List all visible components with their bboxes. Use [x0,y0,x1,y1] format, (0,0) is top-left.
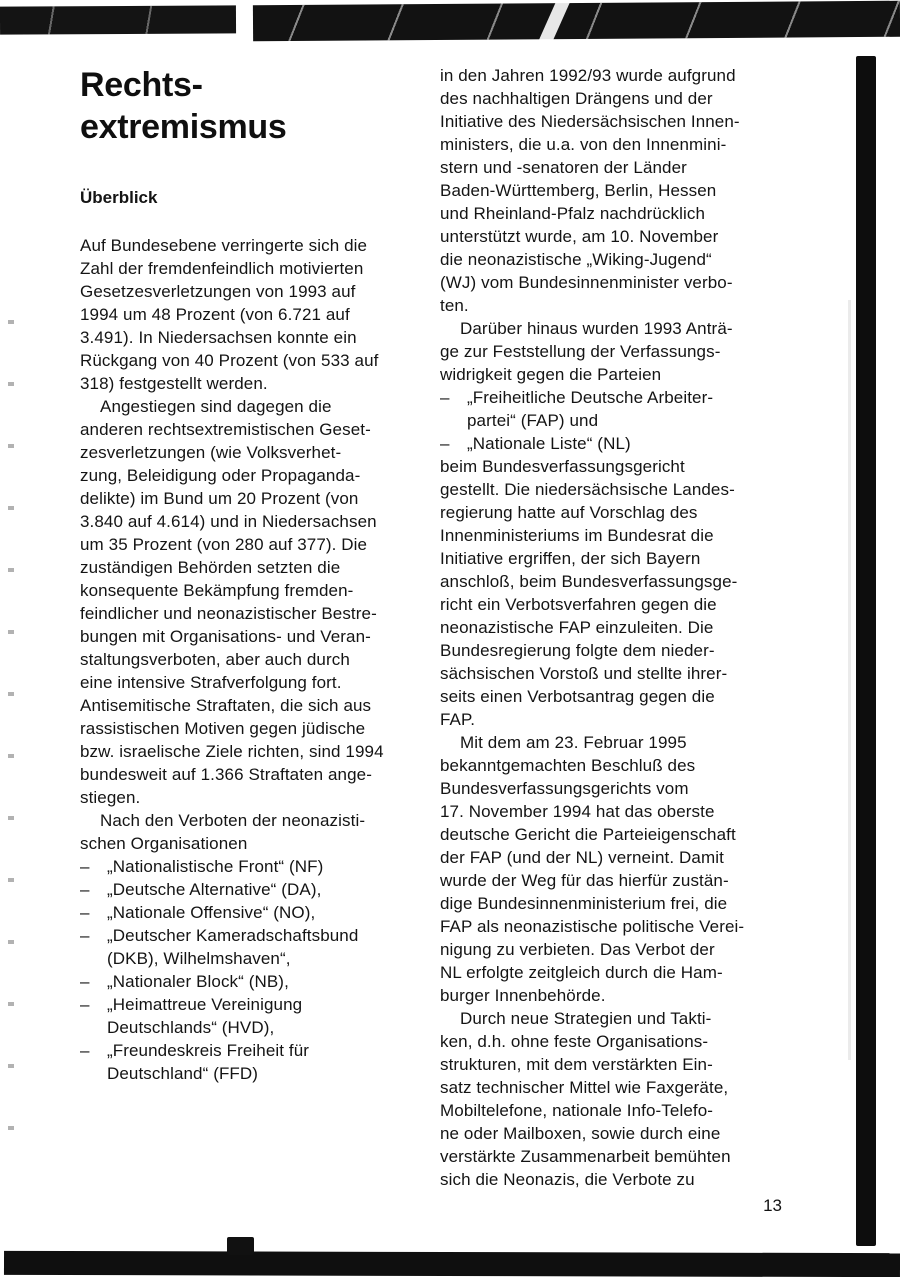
text-line: ge zur Feststellung der Verfassungs- [440,342,721,361]
text-line: eine intensive Strafverfolgung fort. [80,673,342,692]
text-line: wurde der Weg für das hierfür zustän- [440,871,729,890]
list-dash: – [80,1041,90,1060]
list-item [80,970,432,993]
list-item-text [107,1039,432,1085]
text-line: Deutschlands“ (HVD), [107,1018,275,1037]
text-line: stern und -senatoren der Länder [440,158,687,177]
right-column [440,64,796,1191]
paragraph [440,731,796,1007]
text-line: „Deutscher Kameradschaftsbund [107,926,359,945]
page-title-line: extremismus [80,108,287,146]
text-line: konsequente Bekämpfung fremden- [80,581,354,600]
text-line: beim Bundesverfassungsgericht [440,457,685,476]
list-item [80,993,432,1039]
text-line: seits einen Verbotsantrag gegen die [440,687,715,706]
text-line: feindlicher und neonazistischer Bestre- [80,604,377,623]
list-dash: – [80,857,90,876]
list-item [80,901,432,924]
list-item-text [107,970,432,993]
list-dash: – [440,434,450,453]
text-line: ne oder Mailboxen, sowie durch eine [440,1124,721,1143]
paragraph [440,317,796,386]
text-line: richt ein Verbotsverfahren gegen die [440,595,717,614]
list-item [80,1039,432,1085]
text-line: „Nationale Offensive“ (NO), [107,903,316,922]
text-line: Zahl der fremdenfeindlich motivierten [80,259,364,278]
list-item-text [107,993,432,1039]
page-title [80,64,432,148]
text-line: (DKB), Wilhelmshaven“, [107,949,291,968]
text-line: in den Jahren 1992/93 wurde aufgrund [440,66,736,85]
text-line: Deutschland“ (FFD) [107,1064,259,1083]
section-subheading: Überblick [80,188,158,207]
list-item-text [107,901,432,924]
list-item-text [107,878,432,901]
list-dash: – [80,926,90,945]
text-line: neonazistische FAP einzuleiten. Die [440,618,714,637]
text-line: Mit dem am 23. Februar 1995 [460,733,687,752]
text-line: burger Innenbehörde. [440,986,606,1005]
text-line: Durch neue Strategien und Takti- [460,1009,712,1028]
right-column-body [440,64,796,1191]
text-line: bekanntgemachten Beschluß des [440,756,696,775]
text-line: dige Bundesinnenministerium frei, die [440,894,728,913]
text-line: 3.840 auf 4.614) und in Niedersachsen [80,512,377,531]
list-dash: – [440,388,450,407]
text-line: Antisemitische Straftaten, die sich aus [80,696,372,715]
list-item-text [107,924,432,970]
text-line: Mobiltelefone, nationale Info-Telefo- [440,1101,714,1120]
text-line: „Freundeskreis Freiheit für [107,1041,310,1060]
text-line: Bundesverfassungsgerichts vom [440,779,689,798]
text-line: Angestiegen sind dagegen die [100,397,332,416]
text-line: Auf Bundesebene verringerte sich die [80,236,368,255]
text-line: die neonazistische „Wiking-Jugend“ [440,250,712,269]
text-line: anderen rechtsextremistischen Geset- [80,420,371,439]
text-line: stiegen. [80,788,141,807]
paragraph [440,64,796,317]
list-item [80,855,432,878]
page-title-line: Rechts- [80,66,203,104]
text-line: des nachhaltigen Drängens und der [440,89,713,108]
page-number: 13 [763,1196,782,1215]
list-dash: – [80,880,90,899]
text-line: Innenministeriums im Bundesrat die [440,526,714,545]
text-line: widrigkeit gegen die Parteien [440,365,662,384]
scan-artifact-right-shadow [848,300,851,1060]
text-line: ten. [440,296,469,315]
text-line: sächsischen Vorstoß und stellte ihrer- [440,664,728,683]
text-line: verstärkte Zusammenarbeit bemühten [440,1147,731,1166]
scan-artifact-bottom-blob [227,1237,254,1255]
paragraph [80,809,432,855]
text-line: „Heimattreue Vereinigung [107,995,303,1014]
paragraph [80,395,432,809]
paragraph [80,234,432,395]
text-line: bungen mit Organisations- und Veran- [80,627,371,646]
text-line: FAP. [440,710,476,729]
text-line: gestellt. Die niedersächsische Landes- [440,480,735,499]
text-line: Darüber hinaus wurden 1993 Anträ- [460,319,733,338]
list-item [440,432,796,455]
list-item [440,386,796,432]
text-line: deutsche Gericht die Parteieigenschaft [440,825,736,844]
list-dash: – [80,903,90,922]
text-line: unterstützt wurde, am 10. November [440,227,719,246]
scan-artifact-right-bar [856,56,876,1246]
list-dash: – [80,995,90,1014]
text-line: Nach den Verboten der neonazisti- [100,811,366,830]
text-line: 17. November 1994 hat das oberste [440,802,715,821]
text-line: bzw. israelische Ziele richten, sind 1994 [80,742,384,761]
text-line: zesverletzungen (wie Volksverhet- [80,443,342,462]
text-line: bundesweit auf 1.366 Straftaten ange- [80,765,372,784]
scan-artifact-top-band-left [0,5,236,34]
text-line: „Nationalistische Front“ (NF) [107,857,324,876]
list-dash: – [80,972,90,991]
text-line: „Nationale Liste“ (NL) [467,434,631,453]
left-column-body [80,234,432,1085]
text-line: ministers, die u.a. von den Innenmini- [440,135,727,154]
text-line: Rückgang von 40 Prozent (von 533 auf [80,351,379,370]
text-line: „Deutsche Alternative“ (DA), [107,880,322,899]
text-line: staltungsverboten, aber auch durch [80,650,350,669]
paragraph [440,455,796,731]
list-item-text [107,855,432,878]
text-line: Initiative des Niedersächsischen Innen- [440,112,740,131]
text-line: satz technischer Mittel wie Faxgeräte, [440,1078,729,1097]
text-line: 1994 um 48 Prozent (von 6.721 auf [80,305,350,324]
text-line: ken, d.h. ohne feste Organisations- [440,1032,709,1051]
text-line: strukturen, mit dem verstärkten Ein- [440,1055,713,1074]
text-line: anschloß, beim Bundesverfassungsge- [440,572,738,591]
text-line: und Rheinland-Pfalz nachdrücklich [440,204,706,223]
text-line: (WJ) vom Bundesinnenminister verbo- [440,273,733,292]
text-line: 3.491). In Niedersachsen konnte ein [80,328,357,347]
text-line: nigung zu verbieten. Das Verbot der [440,940,715,959]
scan-artifact-top-band-right [253,1,900,42]
text-line: um 35 Prozent (von 280 auf 377). Die [80,535,368,554]
text-line: 318) festgestellt werden. [80,374,268,393]
text-line: zung, Beleidigung oder Propaganda- [80,466,361,485]
text-line: zuständigen Behörden setzten die [80,558,341,577]
list-item-text [467,432,796,455]
text-line: der FAP (und der NL) verneint. Damit [440,848,724,867]
text-line: Gesetzesverletzungen von 1993 auf [80,282,356,301]
text-line: regierung hatte auf Vorschlag des [440,503,698,522]
text-line: Baden-Württemberg, Berlin, Hessen [440,181,717,200]
scan-artifact-bottom-band [4,1251,900,1277]
text-line: rassistischen Motiven gegen jüdische [80,719,366,738]
text-line: FAP als neonazistische politische Verei- [440,917,745,936]
text-line: Initiative ergriffen, der sich Bayern [440,549,701,568]
left-column [80,64,432,1085]
scan-artifact-left-marks [8,320,14,1150]
text-line: Bundesregierung folgte dem nieder- [440,641,715,660]
text-line: NL erfolgte zeitgleich durch die Ham- [440,963,723,982]
list-item [80,924,432,970]
paragraph [440,1007,796,1191]
text-line: „Nationaler Block“ (NB), [107,972,289,991]
text-line: schen Organisationen [80,834,248,853]
text-line: delikte) im Bund um 20 Prozent (von [80,489,359,508]
list-item [80,878,432,901]
list-item-text [467,386,796,432]
text-line: sich die Neonazis, die Verbote zu [440,1170,695,1189]
text-line: partei“ (FAP) und [467,411,599,430]
text-line: „Freiheitliche Deutsche Arbeiter- [467,388,714,407]
